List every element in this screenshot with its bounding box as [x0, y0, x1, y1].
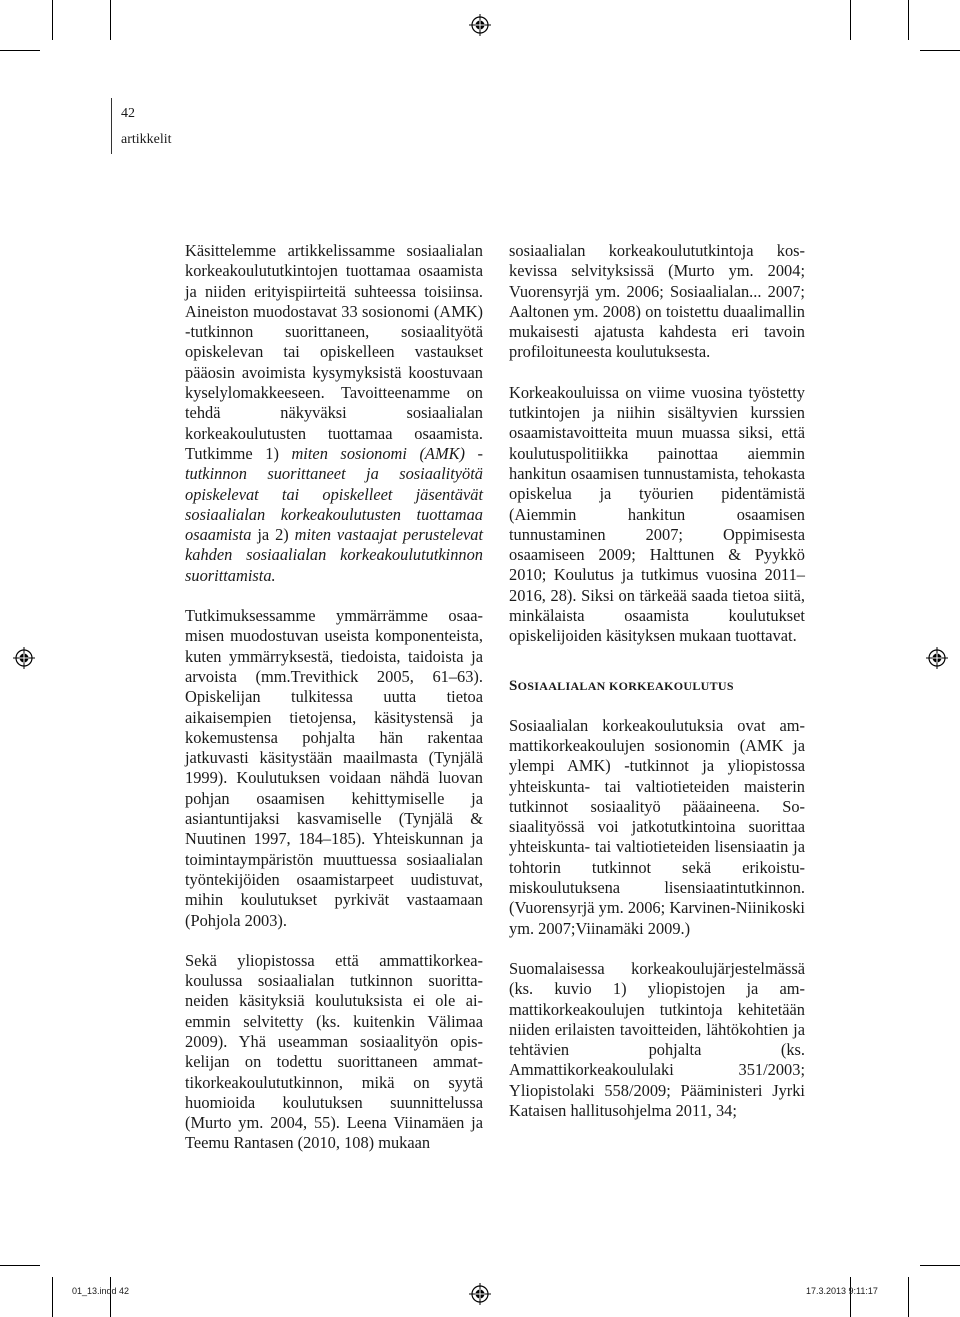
paragraph: Sosiaalialan korkeakoulutuksia ovat ammattikorkeakoulujen sosionomin (AMK ja ylempi AMK) -tutkinnot ja yliopistossa yhteiskunta- tai valtiotieteiden maisterin tutkinnot sosiaalityö pääaineena. Sosiaalityössä voi jatkotutkintoina suorittaa yhteiskunta- tai valtiotieteiden lisensiaatin ja tohtorin tutkinnot sekä erikoistumiskoulutuksena lisensiaatintutkinnon. (Vuorensyrjä ym. 2006; Karvinen-Niinikoski ym. 2007;Viinamäki 2009.) — [509, 715, 805, 938]
crop-mark — [52, 0, 53, 40]
crop-mark — [908, 1277, 909, 1317]
left-column — [185, 241, 483, 1154]
crop-mark — [850, 0, 851, 40]
running-head — [121, 98, 191, 158]
paragraph — [185, 241, 483, 586]
crop-mark — [920, 1265, 960, 1266]
registration-mark-icon — [469, 1283, 491, 1305]
paragraph-text: Käsittelemme artikkelissamme sosiaalialan korkeakoulututkintojen tuottamaa osaamista ja niiden erityispiirteitä suhteessa toisiinsa. Aineiston muodostavat 33 sosionomi (AMK) -tutkinnon suorittaneen, sosiaalityötä opiskelevan tai opiskelleen vastaukset pääosin avoimista kysymyksistä koostuvaan kyselylomakkeeseen. Tavoitteenamme on tehdä näkyväksi sosiaalialan korkeakoulutusten tuottamaa osaamista. Tutkimme 1) — [185, 241, 483, 463]
footer-file-slug: 01_13.indd 42 — [72, 1286, 130, 1296]
paragraph: Tutkimuksessamme ymmärrämme osaamisen muodostuvan useista komponenteista, kuten ymmärryksestä, tiedoista, taidoista ja arvoista (mm.Trevithick 2005, 61–63). Opiskelijan tulkitessa uutta tietoa aikaisempien tietojensa, käsitystensä ja kokemustensa pohjalta hän rakentaa jatkuvasti käsitystään maailmasta (Tynjälä 1999). Koulutuksen voidaan nähdä luovan pohjan osaamisen kehittymiselle ja asiantuntijaksi kasvamiselle (Tynjälä & Nuutinen 1997, 184–185). Yhteiskunnan ja toimintaympäristön muuttuessa sosiaalialan työntekijöiden osaamistarpeet uudistuvat, mihin koulutukset pyrkivät vastaamaan (Pohjola 2003). — [185, 606, 483, 930]
crop-mark — [110, 0, 111, 40]
crop-mark — [920, 50, 960, 51]
crop-mark — [52, 1277, 53, 1317]
paragraph: sosiaalialan korkeakoulututkintoja koskevissa selvityksissä (Murto ym. 2004; Vuorensyrjä ym. 2006; Sosiaalialan... 2007; Aaltonen ym. 2008) on toistettu duaalimallin mukaisesti ajatusta kahdesta eri tavoin profiloituneesta koulutuksesta. — [509, 241, 805, 362]
registration-mark-icon — [926, 647, 948, 669]
section-heading-initial: S — [509, 677, 518, 694]
section-heading-rest: OSIAALIALAN KORKEAKOULUTUS — [517, 678, 734, 693]
registration-mark-icon — [469, 14, 491, 36]
right-column — [509, 241, 805, 1121]
paragraph: Korkeakouluissa on viime vuosina työstetty tutkintojen ja niihin sisältyvien kurssien osaamistavoitteita muun muassa siksi, että koulutuspolitiikka painottaa aiemmin hankitun osaamisen tunnustamista, tehokasta opiskelua ja työurien pidentämistä (Aiemmin hankitun osaamisen tunnustaminen 2007; Oppimisesta osaamiseen 2009; Halttunen & Pyykkö 2010; Koulutus ja tutkimus vuosina 2011–2016, 28). Siksi on tärkeää saada tietoa siitä, minkälaista osaamista koulutukset opiskelijoiden käsityksen mukaan tuottavat. — [509, 382, 805, 646]
paragraph-text: ja 2) — [251, 525, 295, 545]
crop-mark — [110, 1277, 111, 1317]
research-question-1: miten sosionomi (AMK) -tutkinnon suorittaneet ja sosiaalityötä opiskelevat tai opiskelleet jäsentävät sosiaalialan korkeakoulutusten tuottamaa osaamista — [185, 443, 483, 545]
research-question-2: miten vastaajat perustelevat kahden sosiaalialan korkeakoulututkinnon suorittamista. — [185, 525, 484, 585]
crop-mark — [0, 50, 40, 51]
page-number: 42 — [121, 106, 135, 121]
crop-mark — [0, 1265, 40, 1266]
paragraph: Suomalaisessa korkeakoulujärjestelmässä (ks. kuvio 1) yliopistojen ja ammattikorkeakoulujen tutkintoja kehitetään niiden erilaisten tavoitteiden, lähtökohtien ja tehtävien pohjalta (ks. Ammattikorkeakoululaki 351/2003; Yliopistolaki 558/2009; Pääministeri Jyrki Kataisen hallitusohjelma 2011, 34; — [509, 958, 805, 1120]
registration-mark-icon — [13, 647, 35, 669]
footer-timestamp: 17.3.2013 9:11:17 — [806, 1286, 878, 1296]
section-heading — [509, 678, 805, 694]
paragraph: Sekä yliopistossa että ammattikorkeakoulussa sosiaalialan tutkinnon suorittaneiden käsityksiä koulutuksista ei ole aiemmin selvitetty (ks. kuitenkin Välimaa 2009). Yhä useamman sosiaalityön opiskelijan on todettu suorittaneen ammattikorkeakoulututkinnon, mikä on syytä huomioida koulutuksen suunnittelussa (Murto ym. 2004, 55). Leena Viinamäen ja Teemu Rantasen (2010, 108) mukaan — [185, 950, 483, 1153]
crop-mark — [908, 0, 909, 40]
crop-mark — [850, 1277, 851, 1317]
running-head-rule — [111, 98, 112, 154]
section-label: artikkelit — [121, 132, 172, 147]
